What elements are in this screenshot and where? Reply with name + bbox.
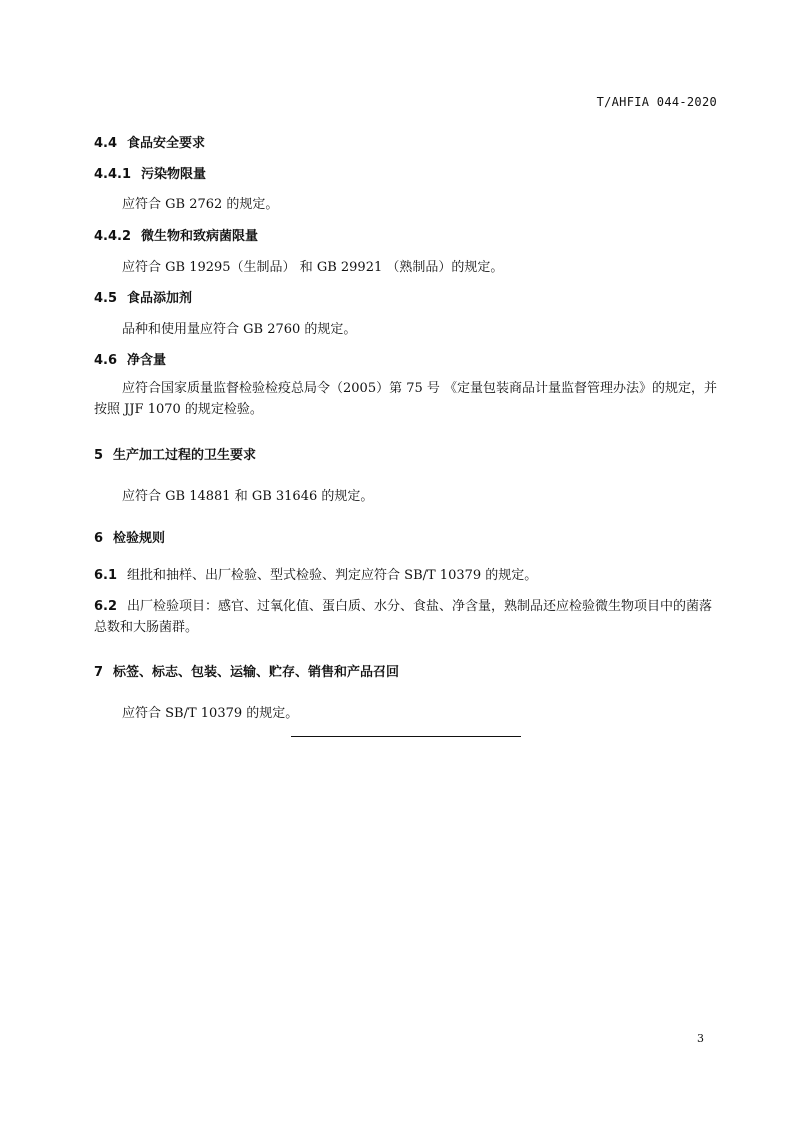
section-number: 4.6 [94,353,118,368]
section-number: 5 [94,448,104,463]
section-heading-4-5 [94,287,192,306]
section-title: 微生物和致病菌限量 [141,229,259,244]
section-number: 4.4.1 [94,167,132,182]
section-title: 净含量 [127,353,167,368]
section-title: 污染物限量 [141,167,207,182]
section-number: 6 [94,531,104,546]
clause-6-1 [94,565,718,586]
section-text-4-4-1: 应符合 GB 2762 的规定。 [122,197,279,212]
section-heading-5 [94,444,256,463]
clause-text: 出厂检验项目：感官、过氧化值、蛋白质、水分、食盐、净含量，熟制品还应检验微生物项目中的菌落总数和大肠菌群。 [94,599,713,635]
section-heading-7 [94,661,399,680]
section-title: 生产加工过程的卫生要求 [113,448,257,463]
clause-number: 6.1 [94,568,118,583]
section-number: 4.4 [94,136,118,151]
section-text-4-4-2: 应符合 GB 19295（生制品） 和 GB 29921 （熟制品）的规定。 [122,260,504,275]
section-text-4-6: 应符合国家质量监督检验检疫总局令（2005）第 75 号 《定量包装商品计量监督管理办法》的规定，并按照 JJF 1070 的规定检验。 [94,381,718,417]
page-number: 3 [697,1032,704,1045]
section-heading-4-6 [94,349,166,368]
section-text-7: 应符合 SB/T 10379 的规定。 [122,706,299,721]
document-id: T/AHFIA 044-2020 [596,95,717,109]
section-number: 7 [94,665,104,680]
clause-number: 6.2 [94,599,118,614]
section-heading-6 [94,527,165,546]
section-number: 4.5 [94,291,118,306]
clause-6-2 [94,596,718,638]
section-title: 检验规则 [113,531,166,546]
section-text-4-5: 品种和使用量应符合 GB 2760 的规定。 [122,322,357,337]
section-title: 标签、标志、包装、运输、贮存、销售和产品召回 [113,665,400,680]
section-number: 4.4.2 [94,229,132,244]
section-title: 食品安全要求 [127,136,206,151]
section-heading-4-4-1 [94,163,206,182]
end-of-document-rule [291,736,521,737]
section-heading-4-4-2 [94,225,258,244]
section-heading-4-4 [94,132,205,151]
clause-text: 组批和抽样、出厂检验、型式检验、判定应符合 SB/T 10379 的规定。 [127,568,538,583]
section-text-5: 应符合 GB 14881 和 GB 31646 的规定。 [122,489,374,504]
section-title: 食品添加剂 [127,291,193,306]
